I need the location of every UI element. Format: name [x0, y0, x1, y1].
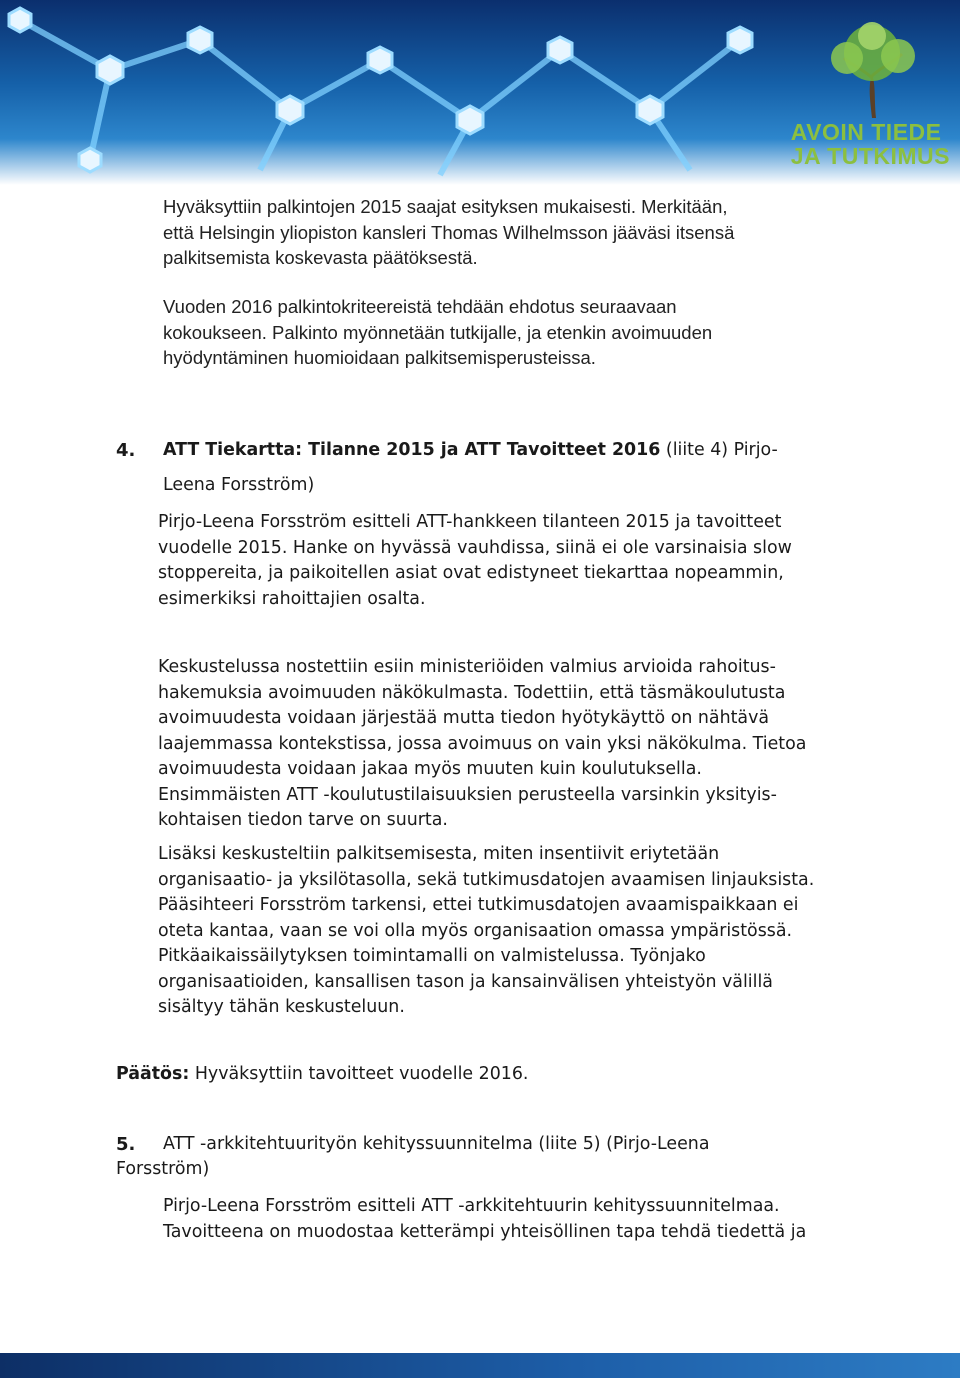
item-4-heading-line-2: Leena Forsström) [163, 475, 315, 495]
text-line: vuodelle 2015. Hanke on hyvässä vauhdissa, siinä ei ole varsinaisia slow [158, 537, 792, 558]
logo-line-2: JA TUTKIMUS [790, 143, 950, 169]
decision [116, 1064, 528, 1084]
text-line: palkitsemista koskevasta päätöksestä. [163, 247, 478, 268]
item-5-paragraph-1 [163, 1194, 943, 1245]
text-line: Hyväksyttiin palkintojen 2015 saajat esityksen mukaisesti. Merkitään, [163, 196, 728, 217]
text-line: esimerkiksi rahoittajien osalta. [158, 588, 426, 609]
tree-icon [792, 18, 952, 128]
logo-line-1: AVOIN TIEDE [790, 119, 942, 145]
item-4-title-rest: (liite 4) Pirjo- [660, 440, 778, 460]
text-line: hyödyntäminen huomioidaan palkitsemisperusteissa. [163, 347, 596, 368]
intro-paragraph-1 [163, 194, 923, 271]
logo-text [791, 120, 950, 168]
text-line: stoppereita, ja paikoitellen asiat ovat edistyneet tiekarttaa nopeammin, [158, 563, 784, 583]
item-4-title: ATT Tiekartta: Tilanne 2015 ja ATT Tavoitteet 2016 [163, 440, 661, 460]
text-line: Lisäksi keskusteltiin palkitsemisesta, miten insentiivit eriytetään [158, 844, 720, 864]
footer-bar [0, 1353, 960, 1378]
text-line: Pirjo-Leena Forsström esitteli ATT -arkkitehtuurin kehityssuunnitelmaa. [163, 1196, 780, 1216]
intro-paragraph-2 [163, 294, 923, 371]
text-line: kokoukseen. Palkinto myönnetään tutkijalle, ja etenkin avoimuuden [163, 321, 713, 343]
item-5-heading-line-2: Forsström) [116, 1159, 210, 1179]
item-5-heading: ATT -arkkitehtuurityön kehityssuunnitelma (liite 5) (Pirjo-Leena [163, 1134, 710, 1154]
text-line: Tavoitteena on muodostaa ketterämpi yhteisöllinen tapa tehdä tiedettä ja [163, 1221, 807, 1242]
item-4-paragraph-1 [158, 510, 938, 612]
text-line: laajemmassa kontekstissa, jossa avoimuus on vain yksi näkökulma. Tietoa [158, 733, 807, 754]
decision-label: Päätös: [116, 1064, 190, 1084]
text-line: Keskustelussa nostettiin esiin ministeriöiden valmius arvioida rahoitus- [158, 657, 776, 677]
item-4-paragraph-2 [158, 655, 938, 834]
text-line: Pirjo-Leena Forsström esitteli ATT-hankkeen tilanteen 2015 ja tavoitteet [158, 512, 782, 532]
text-line: Pääsihteeri Forsström tarkensi, ettei tutkimusdatojen avaamispaikkaan ei [158, 895, 799, 915]
header-banner [0, 0, 960, 185]
item-4-paragraph-3 [158, 842, 948, 1021]
text-line: hakemuksia avoimuuden näkökulmasta. Todettiin, että täsmäkoulutusta [158, 682, 786, 703]
text-line: avoimuudesta voidaan jakaa myös muuten kuin koulutuksella. [158, 759, 702, 779]
text-line: avoimuudesta voidaan järjestää mutta tiedon hyötykäyttö on nähtävä [158, 708, 770, 728]
item-4-number: 4. [116, 440, 136, 461]
text-line: että Helsingin yliopiston kansleri Thomas Wilhelmsson jääväsi itsensä [163, 221, 735, 243]
text-line: organisaatioiden, kansallisen tason ja kansainvälisen yhteistyön välillä [158, 971, 773, 992]
text-line: Vuoden 2016 palkintokriteereistä tehdään ehdotus seuraavaan [163, 296, 677, 317]
item-5-number: 5. [116, 1134, 136, 1155]
text-line: kohtaisen tiedon tarve on suurta. [158, 810, 448, 830]
text-line: Pitkäaikaissäilytyksen toimintamalli on valmistelussa. Työnjako [158, 946, 706, 966]
text-line: oteta kantaa, vaan se voi olla myös organisaation omassa ympäristössä. [158, 920, 793, 941]
text-line: organisaatio- ja yksilötasolla, sekä tutkimusdatojen avaamisen linjauksista. [158, 869, 815, 890]
decision-text: Hyväksyttiin tavoitteet vuodelle 2016. [189, 1064, 529, 1084]
text-line: Ensimmäisten ATT -koulutustilaisuuksien perusteella varsinkin yksityis- [158, 784, 777, 805]
item-4-heading [163, 440, 923, 460]
text-line: sisältyy tähän keskusteluun. [158, 997, 405, 1017]
